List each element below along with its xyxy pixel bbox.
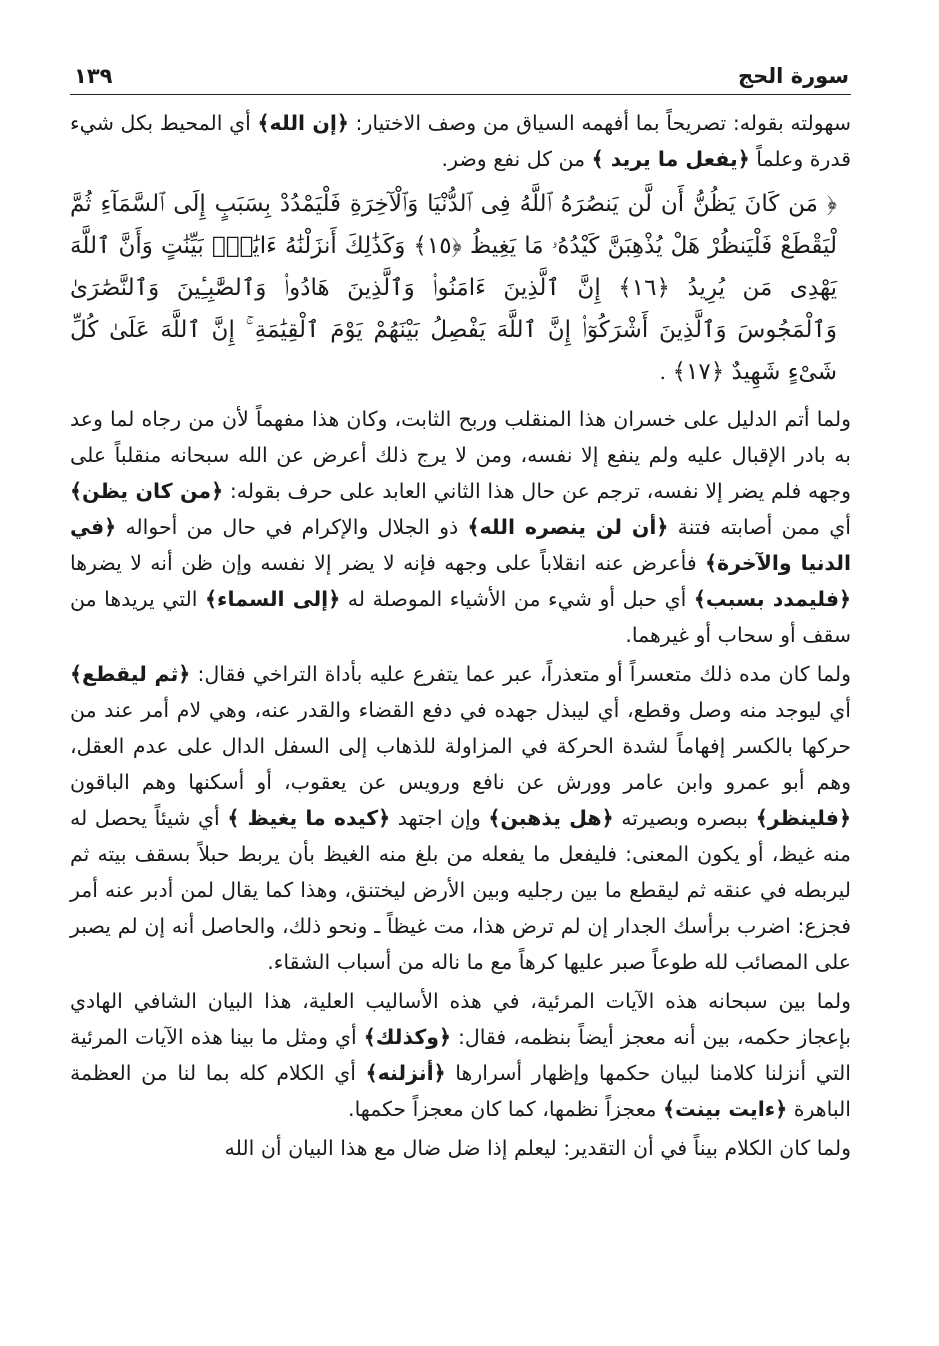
text-run: من كل نفع وضر. bbox=[441, 147, 592, 171]
quran-quote: ﴿من كان يظن﴾ bbox=[70, 479, 224, 503]
text-run: أي ممن أصابته فتنة bbox=[668, 515, 852, 539]
verse-text: ﴿ مَن كَانَ يَظُنُّ أَن لَّن يَنصُرَهُ ٱللَّهُ فِى ٱلدُّنْيَا وَٱلْآخِرَةِ فَلْيَمْدُدْ بِسَبَبٍ إِلَى ٱلسَّمَآءِ ثُمَّ لْيَقْطَعْ فَلْيَنظُرْ هَلْ يُذْهِبَنَّ كَيْدُهُۥ مَا يَغِيظُ ﴿١٥﴾ وَكَذَٰلِكَ أَنزَلْنَٰهُ ءَايَٰتٍۭ بَيِّنَٰتٍ وَأَنَّ ٱللَّهَ يَهْدِى مَن يُرِيدُ ﴿١٦﴾ إِنَّ ٱلَّذِينَ ءَامَنُوا۟ وَٱلَّذِينَ هَادُوا۟ وَٱلصَّٰبِـِٔينَ وَٱلنَّصَٰرَىٰ وَٱلْمَجُوسَ وَٱلَّذِينَ أَشْرَكُوٓا۟ إِنَّ ٱللَّهَ يَفْصِلُ بَيْنَهُمْ يَوْمَ ٱلْقِيَٰمَةِ ۚ إِنَّ ٱللَّهَ عَلَىٰ كُلِّ شَىْءٍ شَهِيدٌ ﴿١٧﴾ bbox=[70, 191, 837, 385]
paragraph-4 bbox=[70, 983, 851, 1127]
quran-quote: ﴿فلينظر﴾ bbox=[755, 806, 851, 830]
paragraph-1 bbox=[70, 105, 851, 177]
text-run: ولما كان مده ذلك متعسراً أو متعذراً، عبر عما يتفرع عليه بأداة التراخي فقال: bbox=[190, 662, 851, 686]
quran-quote: ﴿يفعل ما يريد ﴾ bbox=[591, 147, 750, 171]
page-number: ١٣٩ bbox=[74, 64, 113, 88]
book-page bbox=[70, 60, 851, 1326]
quran-quote: ﴿كيده ما يغيظ ﴾ bbox=[227, 806, 391, 830]
text-run: فأعرض عنه انقلاباً على وجهه فإنه لا يضر إلا نفسه وإن ظن أنه لا يضرها bbox=[70, 551, 705, 575]
quran-quote: ﴿أن لن ينصره الله﴾ bbox=[467, 515, 669, 539]
text-run: أي حبل أو شيء من الأشياء الموصلة له bbox=[340, 587, 694, 611]
quran-quote: ﴿في الدنيا والآخرة﴾ bbox=[70, 515, 852, 575]
quran-quote: ﴿هل يذهبن﴾ bbox=[488, 806, 614, 830]
surah-title: سورة الحج bbox=[738, 64, 849, 88]
text-run: ولما كان الكلام بيناً في أن التقدير: ليعلم إذا ضل ضال مع هذا البيان أن الله bbox=[224, 1136, 851, 1160]
quran-quote: ﴿فليمدد بسبب﴾ bbox=[693, 587, 852, 611]
quran-quote: ﴿ءايت بينت﴾ bbox=[663, 1097, 788, 1121]
text-run: معجزاً نظمها، كما كان معجزاً حكمها. bbox=[348, 1097, 664, 1121]
quran-quote: ﴿ثم ليقطع﴾ bbox=[70, 662, 191, 686]
text-run: سهولته بقوله: تصريحاً بما أفهمه السياق من وصف الاختيار: bbox=[348, 111, 851, 135]
text-run: وإن اجتهد bbox=[390, 806, 489, 830]
quran-quote: ﴿إن الله﴾ bbox=[257, 111, 349, 135]
text-run: أي الكلام كله بما لنا من العظمة الباهرة bbox=[70, 1061, 851, 1121]
quran-quote: ﴿أنزلنه﴾ bbox=[365, 1061, 446, 1085]
text-run: أي ليوجد منه وصل وقطع، أي ليبذل جهده في دفع القضاء والقدر عنه، وهي لام أمر عند من حركها بالكسر إفهاماً لشدة الحركة في المزاولة للذهاب إلى السفل الدال على عدم العقل، وهم أبو عمرو وابن عامر وورش عن نافع ورويس عن يعقوب، أو أسكنها وهم الباقون bbox=[70, 698, 851, 794]
text-run: ولما أتم الدليل على خسران هذا المنقلب وربح الثابت، وكان هذا مفهماً لأن من رجاه لما وعد به بادر الإقبال عليه ولم ينفع إلا نفسه، ومن لا يرج ذلك أعرض عن الله سبحانه منقلباً على وجهه فلم يضر إلا نفسه، ترجم عن حال هذا الثاني العابد على حرف بقوله: bbox=[70, 407, 851, 503]
text-run: أي ومثل ما بينا هذه الآيات المرئية التي أنزلنا كلامنا لبيان حكمها وإظهار أسرارها bbox=[70, 1025, 851, 1085]
page-header bbox=[70, 60, 851, 95]
text-run: التي يريدها من سقف أو سحاب أو غيرهما. bbox=[70, 587, 851, 647]
quran-verse-block bbox=[70, 183, 851, 393]
text-run: ذو الجلال والإكرام في حال من أحواله bbox=[116, 515, 468, 539]
page-body bbox=[70, 105, 851, 1166]
text-run: ولما بين سبحانه هذه الآيات المرئية، في هذه الأساليب العلية، هذا البيان الشافي الهادي بإعجاز حكمه، بين أنه معجز أيضاً بنظمه، فقال: bbox=[70, 989, 851, 1049]
text-run: أي المحيط بكل شيء قدرة وعلماً bbox=[70, 111, 851, 171]
quran-quote: ﴿إلى السماء﴾ bbox=[205, 587, 341, 611]
verse-tail: . bbox=[659, 360, 673, 384]
paragraph-2 bbox=[70, 401, 851, 653]
quran-quote: ﴿وكذلك﴾ bbox=[363, 1025, 452, 1049]
paragraph-5 bbox=[70, 1130, 851, 1166]
text-run: ببصره وبصيرته bbox=[613, 806, 756, 830]
paragraph-3 bbox=[70, 656, 851, 980]
text-run: أي شيئاً يحصل له منه غيظ، أو يكون المعنى: فليفعل ما يفعله من بلغ منه الغيظ بأن يربط حبلاً بسقف بيته ثم ليربطه في عنقه ثم ليقطع ما بين رجليه وبين الأرض ليختنق، وهذا كما يقال لمن أدبر عنه أمر فجزع: اضرب برأسك الجدار إن لم ترض هذا، مت غيظاً ـ ونحو ذلك، والحاصل أنه إن لم يصبر على المصائب لله طوعاً صبر عليها كرهاً مع ما ناله من أسباب الشقاء. bbox=[70, 806, 851, 974]
